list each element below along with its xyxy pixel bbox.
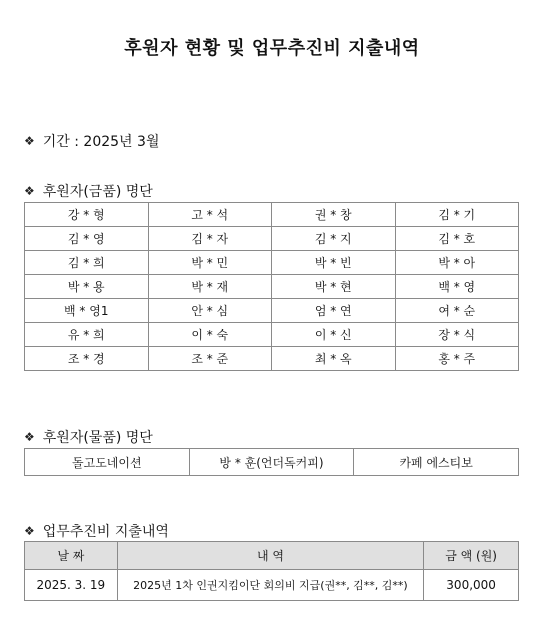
donor-name-cell: 조 * 준 [148,347,272,371]
donor-name-cell: 김 * 호 [395,227,519,251]
money-donors-heading [24,181,153,201]
table-row [25,347,519,371]
donor-name-cell: 박 * 아 [395,251,519,275]
donor-name-cell: 홍 * 주 [395,347,519,371]
period-line [24,131,159,151]
goods-donor-cell: 돌고도네이션 [25,449,190,476]
expenses-heading-text: 업무추진비 지출내역 [42,524,169,540]
diamond-bullet-icon: ❖ [24,524,35,538]
diamond-bullet-icon: ❖ [24,430,35,444]
table-row [25,227,519,251]
money-donors-table [24,202,519,371]
donor-name-cell: 이 * 숙 [148,323,272,347]
donor-name-cell: 김 * 희 [25,251,149,275]
table-row [25,449,519,476]
donor-name-cell: 박 * 현 [272,275,396,299]
donor-name-cell: 박 * 민 [148,251,272,275]
amount-column-header: 금 액 (원) [424,542,519,570]
detail-column-header: 내 역 [117,542,424,570]
donor-name-cell: 안 * 심 [148,299,272,323]
goods-donor-cell: 방 * 훈(언더독커피) [189,449,354,476]
expenses-heading [24,521,169,541]
table-row [25,251,519,275]
donor-name-cell: 김 * 기 [395,203,519,227]
table-row [25,323,519,347]
expenses-table [24,541,519,601]
donor-name-cell: 강 * 형 [25,203,149,227]
table-row [25,299,519,323]
goods-donors-table [24,448,519,476]
table-row [25,570,519,601]
donor-name-cell: 김 * 자 [148,227,272,251]
donor-name-cell: 박 * 재 [148,275,272,299]
table-row [25,203,519,227]
table-row [25,275,519,299]
expense-date-cell: 2025. 3. 19 [25,570,118,601]
donor-name-cell: 이 * 신 [272,323,396,347]
donor-name-cell: 최 * 옥 [272,347,396,371]
donor-name-cell: 박 * 빈 [272,251,396,275]
donor-name-cell: 김 * 지 [272,227,396,251]
donor-name-cell: 백 * 영1 [25,299,149,323]
diamond-bullet-icon: ❖ [24,184,35,198]
donor-name-cell: 고 * 석 [148,203,272,227]
table-header-row [25,542,519,570]
donor-name-cell: 유 * 희 [25,323,149,347]
donor-name-cell: 장 * 식 [395,323,519,347]
expense-detail-cell: 2025년 1차 인권지킴이단 회의비 지급(권**, 김**, 김**) [117,570,424,601]
diamond-bullet-icon: ❖ [24,134,35,148]
donor-name-cell: 권 * 창 [272,203,396,227]
goods-donors-heading [24,427,153,447]
donor-name-cell: 백 * 영 [395,275,519,299]
donor-name-cell: 여 * 순 [395,299,519,323]
goods-donor-cell: 카페 에스티보 [354,449,519,476]
donor-name-cell: 박 * 용 [25,275,149,299]
document-title: 후원자 현황 및 업무추진비 지출내역 [124,38,420,59]
expense-amount-cell: 300,000 [424,570,519,601]
money-donors-heading-text: 후원자(금품) 명단 [42,184,153,200]
period-text: 기간 : 2025년 3월 [42,134,160,150]
date-column-header: 날 짜 [25,542,118,570]
goods-donors-heading-text: 후원자(물품) 명단 [42,430,153,446]
donor-name-cell: 엄 * 연 [272,299,396,323]
donor-name-cell: 김 * 영 [25,227,149,251]
donor-name-cell: 조 * 경 [25,347,149,371]
